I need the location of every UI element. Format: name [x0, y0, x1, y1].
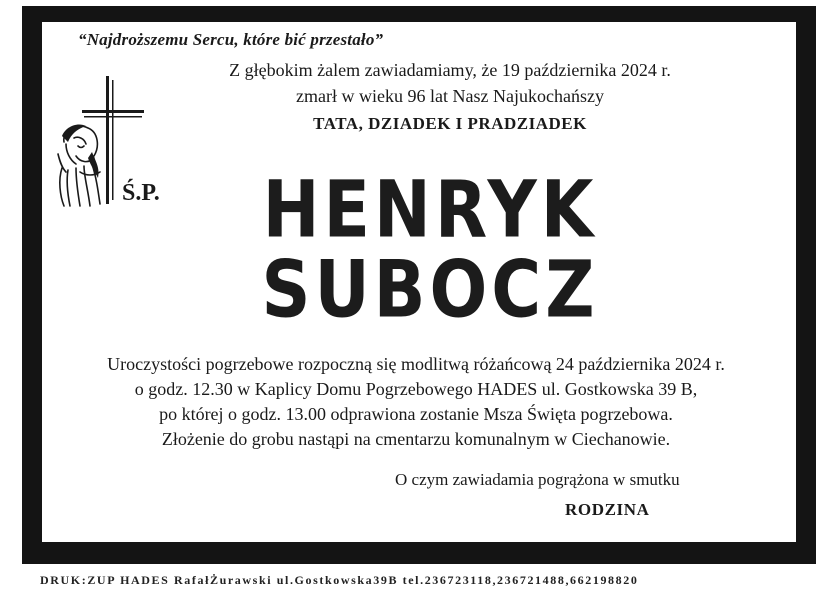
first-name: HENRYK	[262, 165, 598, 256]
printer-footer: DRUK:ZUP HADES RafałŻurawski ul.Gostkowska39B tel.236723118,236721488,662198820	[40, 573, 639, 587]
signature: RODZINA	[565, 500, 650, 519]
closing-line: O czym zawiadamia pogrążona w smutku	[395, 470, 680, 489]
relation-title: TATA, DZIADEK I PRADZIADEK	[313, 114, 587, 133]
ceremony-line: Uroczystości pogrzebowe rozpoczną się modlitwą różańcową 24 października 2024 r.	[107, 354, 725, 374]
motto: “Najdroższemu Sercu, które bić przestało”	[78, 30, 384, 49]
ceremony-line: o godz. 12.30 w Kaplicy Domu Pogrzebowego HADES ul. Gostkowska 39 B,	[134, 379, 698, 399]
ceremony-line: po której o godz. 13.00 odprawiona zostanie Msza Święta pogrzebowa.	[159, 404, 673, 424]
intro-line-1: Z głębokim żalem zawiadamiamy, że 19 października 2024 r.	[229, 60, 671, 80]
intro-line-2: zmarł w wieku 96 lat Nasz Najukochańszy	[296, 86, 604, 106]
honorific: Ś.P.	[122, 180, 160, 206]
last-name: SUBOCZ	[261, 245, 599, 336]
ceremony-line: Złożenie do grobu nastąpi na cmentarzu komunalnym w Ciechanowie.	[161, 429, 671, 449]
